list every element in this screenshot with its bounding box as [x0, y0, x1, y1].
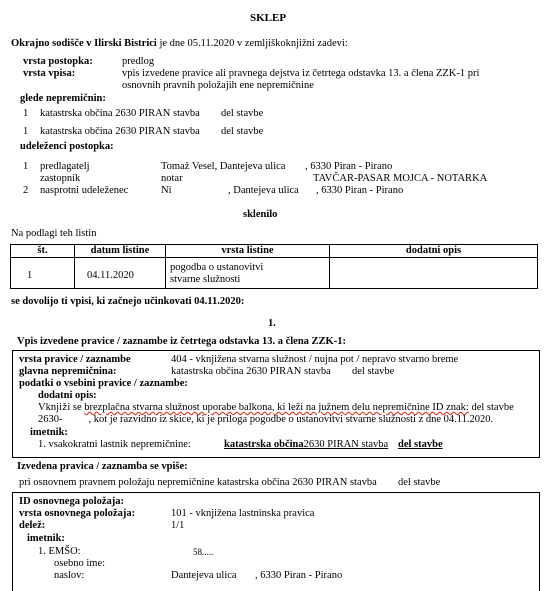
emso-row: [38, 546, 81, 558]
procedure-type-value: predlog: [122, 56, 155, 67]
property-part: del stavbe: [221, 108, 264, 119]
entry-type-label: vrsta vpisa:: [23, 68, 76, 79]
extra-text-line-1: [38, 402, 514, 414]
cell-type-line-1: pogodba o ustanovitvi: [170, 262, 264, 273]
party-1-name: Tomaž Vesel, Dantejeva ulica: [161, 161, 286, 172]
entry-type-value-2: osnovnih pravnih položajih ene nepremičnine: [122, 80, 314, 91]
party-1-num: 1: [23, 161, 29, 172]
representative-type: notar: [161, 173, 183, 184]
procedure-type-label: vrsta postopka:: [23, 56, 93, 67]
content-label: podatki o vsebini pravice / zaznambe:: [19, 378, 188, 389]
extra-text-f: 2630-: [38, 414, 63, 425]
basis-text: Na podlagi teh listin: [11, 228, 97, 239]
documents-table: [10, 244, 538, 289]
holder-label: imetnik:: [30, 427, 68, 438]
party-2-address: , 6330 Piran - Pirano: [316, 185, 404, 196]
party-2-num: 2: [23, 185, 29, 196]
extra-text-line-2: [38, 414, 493, 426]
extra-text-d: brezplačna stvarna služnost uporabe balkona, ki leži na južnem delu nepremičnine ID znak:: [84, 402, 469, 413]
right-type-label: vrsta pravice / zaznambe: [19, 354, 131, 365]
property-row: 1: [23, 108, 29, 119]
representative-name: TAVČAR-PASAR MOJCA - NOTARKA: [313, 173, 488, 184]
party-2-street: , Dantejeva ulica: [228, 185, 299, 196]
position-type-value: 101 - vknjižena lastninska pravica: [171, 508, 315, 519]
right-type-value: 404 - vknjižena stvarna služnost / nujna pot / nepravo stvarno breme: [171, 354, 459, 365]
main-property-value: katastrska občina 2630 PIRAN stavba: [171, 366, 331, 377]
allowed-text: se dovolijo ti vpisi, ki začnejo učinkovati 04.11.2020:: [11, 296, 245, 307]
col-header-extra: dodatni opis: [330, 245, 538, 258]
main-property-part: del stavbe: [352, 366, 395, 377]
holder-value-ko: katastrska občina: [224, 439, 304, 450]
owner-label: imetnik:: [27, 533, 65, 544]
extra-label: dodatni opis:: [38, 390, 97, 401]
derived-text: pri osnovnem pravnem položaju nepremičnine katastrska občina 2630 PIRAN stavba: [19, 477, 377, 488]
extra-text-b: ž: [61, 403, 68, 413]
table-header-row: [11, 245, 538, 258]
extra-text-c: i se: [67, 402, 85, 413]
cell-date: 04.11.2020: [75, 258, 166, 289]
parties-heading: udeleženci postopka:: [20, 141, 114, 152]
emso-value: 58.....: [193, 547, 214, 557]
address-rest: , 6330 Piran - Pirano: [255, 570, 343, 581]
holder-row: [38, 439, 191, 451]
holder-part: del stavbe: [398, 439, 443, 450]
col-header-num: št.: [11, 245, 75, 258]
property-text: katastrska občina 2630 PIRAN stavba: [40, 108, 200, 119]
extra-text-e: del stavbe: [468, 402, 514, 413]
party-1-role: predlagatelj: [40, 161, 90, 172]
party-2-name: Ni: [161, 185, 172, 196]
holder-text: vsakokratni lastnik nepremičnine:: [48, 439, 191, 450]
section-1-heading: Vpis izvedene pravice / zaznambe iz četrtega odstavka 13. a člena ZZK-1:: [17, 336, 346, 347]
cell-num: 1: [11, 258, 75, 289]
position-id-label: ID osnovnega položaja:: [19, 496, 125, 507]
page-title: SKLEP: [250, 12, 287, 24]
extra-text-g: , kot je razvidno iz skice, ki je priloga pogodbe o ustanovitvi stvarne služnosti z dne 04.11.2020.: [88, 414, 494, 425]
party-1-address: , 6330 Piran - Pirano: [305, 161, 393, 172]
share-value: 1/1: [171, 520, 185, 531]
section-number: 1.: [268, 318, 276, 329]
party-2-role: nasprotni udeleženec: [40, 185, 129, 196]
decision-word: sklenilo: [243, 209, 278, 220]
properties-heading: glede nepremičnin:: [20, 93, 106, 104]
holder-value-stavba: 2630 PIRAN stavba: [303, 439, 389, 450]
table-row: [11, 258, 538, 289]
emso-num: 1.: [38, 546, 46, 557]
intro-line: [11, 38, 348, 50]
property-row: 1: [23, 126, 29, 137]
share-label: delež:: [19, 520, 46, 531]
position-type-label: vrsta osnovnega položaja:: [19, 508, 136, 519]
court-name: Okrajno sodišče v Ilirski Bistrici: [11, 38, 157, 49]
entry-type-value-1: vpis izvedene pravice ali pravnega dejstva iz četrtega odstavka 13. a člena ZZK-1 pri: [122, 68, 480, 79]
property-part: del stavbe: [221, 126, 264, 137]
name-label: osebno ime:: [54, 558, 106, 569]
col-header-date: datum listine: [75, 245, 166, 258]
emso-label: EMŠO:: [48, 546, 81, 557]
intro-text: je dne 05.11.2020 v zemljiškoknjižni zadevi:: [159, 38, 348, 49]
address-label: naslov:: [54, 570, 85, 581]
derived-part: del stavbe: [398, 477, 441, 488]
holder-num: 1.: [38, 439, 46, 450]
address-value: Dantejeva ulica: [171, 570, 237, 581]
cell-type: [166, 258, 330, 289]
derived-heading: Izvedena pravica / zaznamba se vpiše:: [17, 461, 188, 472]
representative-role: zastopnik: [40, 173, 81, 184]
cell-type-line-2: stvarne služnosti: [170, 274, 241, 285]
cell-extra: [330, 258, 538, 289]
extra-text-a: Vknji: [38, 402, 62, 413]
property-text: katastrska občina 2630 PIRAN stavba: [40, 126, 200, 137]
main-property-label: glavna nepremičnina:: [19, 366, 117, 377]
col-header-type: vrsta listine: [166, 245, 330, 258]
holder-value: [224, 439, 388, 451]
